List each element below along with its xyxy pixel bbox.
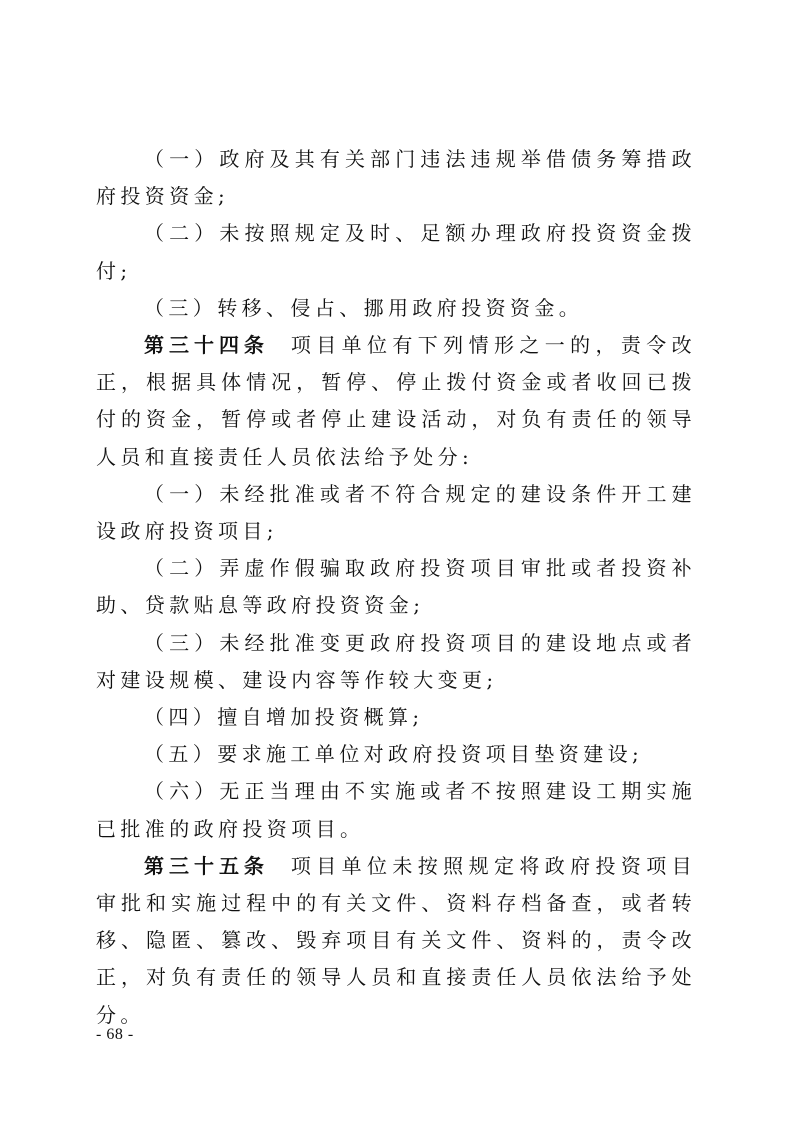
paragraph-7	[96, 625, 696, 699]
paragraph-6	[96, 550, 696, 624]
paragraph-3	[96, 290, 696, 327]
article-34	[96, 327, 696, 476]
paragraph-8	[96, 699, 696, 736]
paragraph-2	[96, 215, 696, 289]
paragraph-text: 项目单位有下列情形之一的，责令改正，根据具体情况，暂停、停止拨付资金或者收回已拨付的资金，暂停或者停止建设活动，对负有责任的领导人员和直接责任人员依法给予处分:	[96, 333, 697, 469]
paragraph-text: （二）未按照规定及时、足额办理政府投资资金拨付;	[96, 221, 696, 283]
paragraph-1	[96, 141, 696, 215]
paragraph-text: （三）转移、侵占、挪用政府投资资金。	[144, 295, 584, 320]
article-heading: 第三十四条	[144, 333, 269, 358]
paragraph-text: （四）擅自增加投资概算;	[144, 705, 424, 730]
page-number: - 68 -	[96, 1026, 134, 1043]
paragraph-text: （五）要求施工单位对政府投资项目垫资建设;	[144, 742, 644, 767]
paragraph-5	[96, 476, 696, 550]
paragraph-text: （一）政府及其有关部门违法违规举借债务筹措政府投资资金;	[96, 147, 696, 209]
paragraph-text: 项目单位未按照规定将政府投资项目审批和实施过程中的有关文件、资料存档备查，或者转移、隐匿、篡改、毁弃项目有关文件、资料的，责令改正，对负有责任的领导人员和直接责任人员依法给予处分。	[96, 853, 697, 1027]
article-35	[96, 848, 696, 1034]
paragraph-text: （六）无正当理由不实施或者不按照建设工期实施已批准的政府投资项目。	[96, 779, 696, 841]
paragraph-text: （一）未经批准或者不符合规定的建设条件开工建设政府投资项目;	[96, 481, 696, 544]
paragraph-text: （三）未经批准变更政府投资项目的建设地点或者对建设规模、建设内容等作较大变更;	[96, 630, 696, 692]
paragraph-9	[96, 736, 696, 773]
article-heading: 第三十五条	[144, 853, 269, 878]
paragraph-10	[96, 773, 696, 847]
paragraph-text: （二）弄虚作假骗取政府投资项目审批或者投资补助、贷款贴息等政府投资资金;	[96, 556, 696, 618]
document-body	[96, 141, 696, 1034]
